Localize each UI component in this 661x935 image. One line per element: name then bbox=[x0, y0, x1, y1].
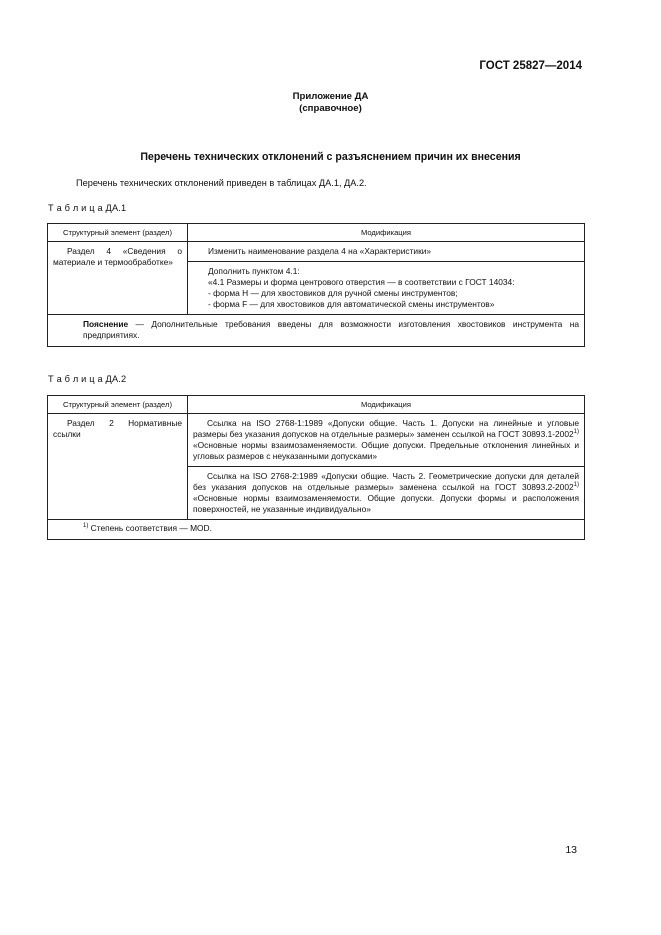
table1-mod-cell-2: Дополнить пунктом 4.1: «4.1 Размеры и форма центрового отверстия — в соответствии с ГОСТ 14034: - форма Н — для хвостовиков для ручной смены инструментов; - форма F — для хвостовиков для автоматической смены инструментов» bbox=[188, 262, 585, 315]
table1-note-row bbox=[48, 315, 585, 347]
section-intro: Перечень технических отклонений приведен в таблицах ДА.1, ДА.2. bbox=[76, 178, 367, 188]
table1-header-modification: Модификация bbox=[188, 224, 585, 242]
table2-mod1-text-cont: «Основные нормы взаимозаменяемости. Общие допуски. Предельные отклонения линейных и угловых размеров с неуказанными допусками» bbox=[193, 440, 579, 461]
section-title: Перечень технических отклонений с разъяснением причин их внесения bbox=[140, 151, 521, 163]
table1-note-label: Пояснение bbox=[83, 319, 129, 329]
document-number: ГОСТ 25827—2014 bbox=[479, 60, 582, 72]
table1-note-text: — Дополнительные требования введены для возможности изготовления хвостовиков инструмента на предприятиях. bbox=[83, 319, 579, 340]
table2-element-cell: Раздел 2 Нормативные ссылки bbox=[48, 414, 188, 520]
table2-footnote-row bbox=[48, 520, 585, 540]
table2-header-modification: Модификация bbox=[188, 396, 585, 414]
table2-caption: Т а б л и ц а ДА.2 bbox=[48, 374, 127, 384]
page-number: 13 bbox=[565, 844, 577, 856]
table1-header-row bbox=[48, 224, 585, 242]
table-da2 bbox=[47, 395, 585, 540]
table1-note-cell bbox=[48, 315, 585, 347]
table1-mod-cell-1: Изменить наименование раздела 4 на «Характеристики» bbox=[188, 242, 585, 262]
appendix-heading bbox=[0, 91, 661, 115]
table1-caption: Т а б л и ц а ДА.1 bbox=[48, 203, 127, 213]
footnote-ref: 1) bbox=[573, 429, 579, 435]
table2-header-row bbox=[48, 396, 585, 414]
appendix-subtitle: (справочное) bbox=[299, 103, 362, 114]
footnote-marker: 1) bbox=[83, 523, 89, 529]
appendix-title: Приложение ДА bbox=[292, 91, 369, 102]
table-da1 bbox=[47, 223, 585, 347]
table2-footnote-cell bbox=[48, 520, 585, 540]
footnote-ref: 1) bbox=[573, 482, 579, 488]
table1-element-cell: Раздел 4 «Сведения о материале и термообработке» bbox=[48, 242, 188, 315]
table-row bbox=[48, 242, 585, 262]
footnote-text: Степень соответствия — MOD. bbox=[88, 523, 212, 533]
table2-mod2-text-cont: «Основные нормы взаимозаменяемости. Общие допуски. Допуски формы и расположения поверхностей, не указанные индивидуально» bbox=[193, 493, 579, 514]
table2-mod2-text: Ссылка на ISO 2768-2:1989 «Допуски общие. Часть 2. Геометрические допуски для деталей без указания допусков на отдельные размеры» заменена ссылкой на ГОСТ 30893.2-2002 bbox=[193, 471, 579, 492]
table2-mod1-text: Ссылка на ISO 2768-1:1989 «Допуски общие. Часть 1. Допуски на линейные и угловые размеры без указания допусков на отдельные размеры» заменен ссылкой на ГОСТ 30893.1-2002 bbox=[193, 418, 579, 439]
table2-header-element: Структурный элемент (раздел) bbox=[48, 396, 188, 414]
table2-mod-cell-2 bbox=[188, 467, 585, 520]
table1-header-element: Структурный элемент (раздел) bbox=[48, 224, 188, 242]
table-row bbox=[48, 414, 585, 467]
table2-mod-cell-1 bbox=[188, 414, 585, 467]
